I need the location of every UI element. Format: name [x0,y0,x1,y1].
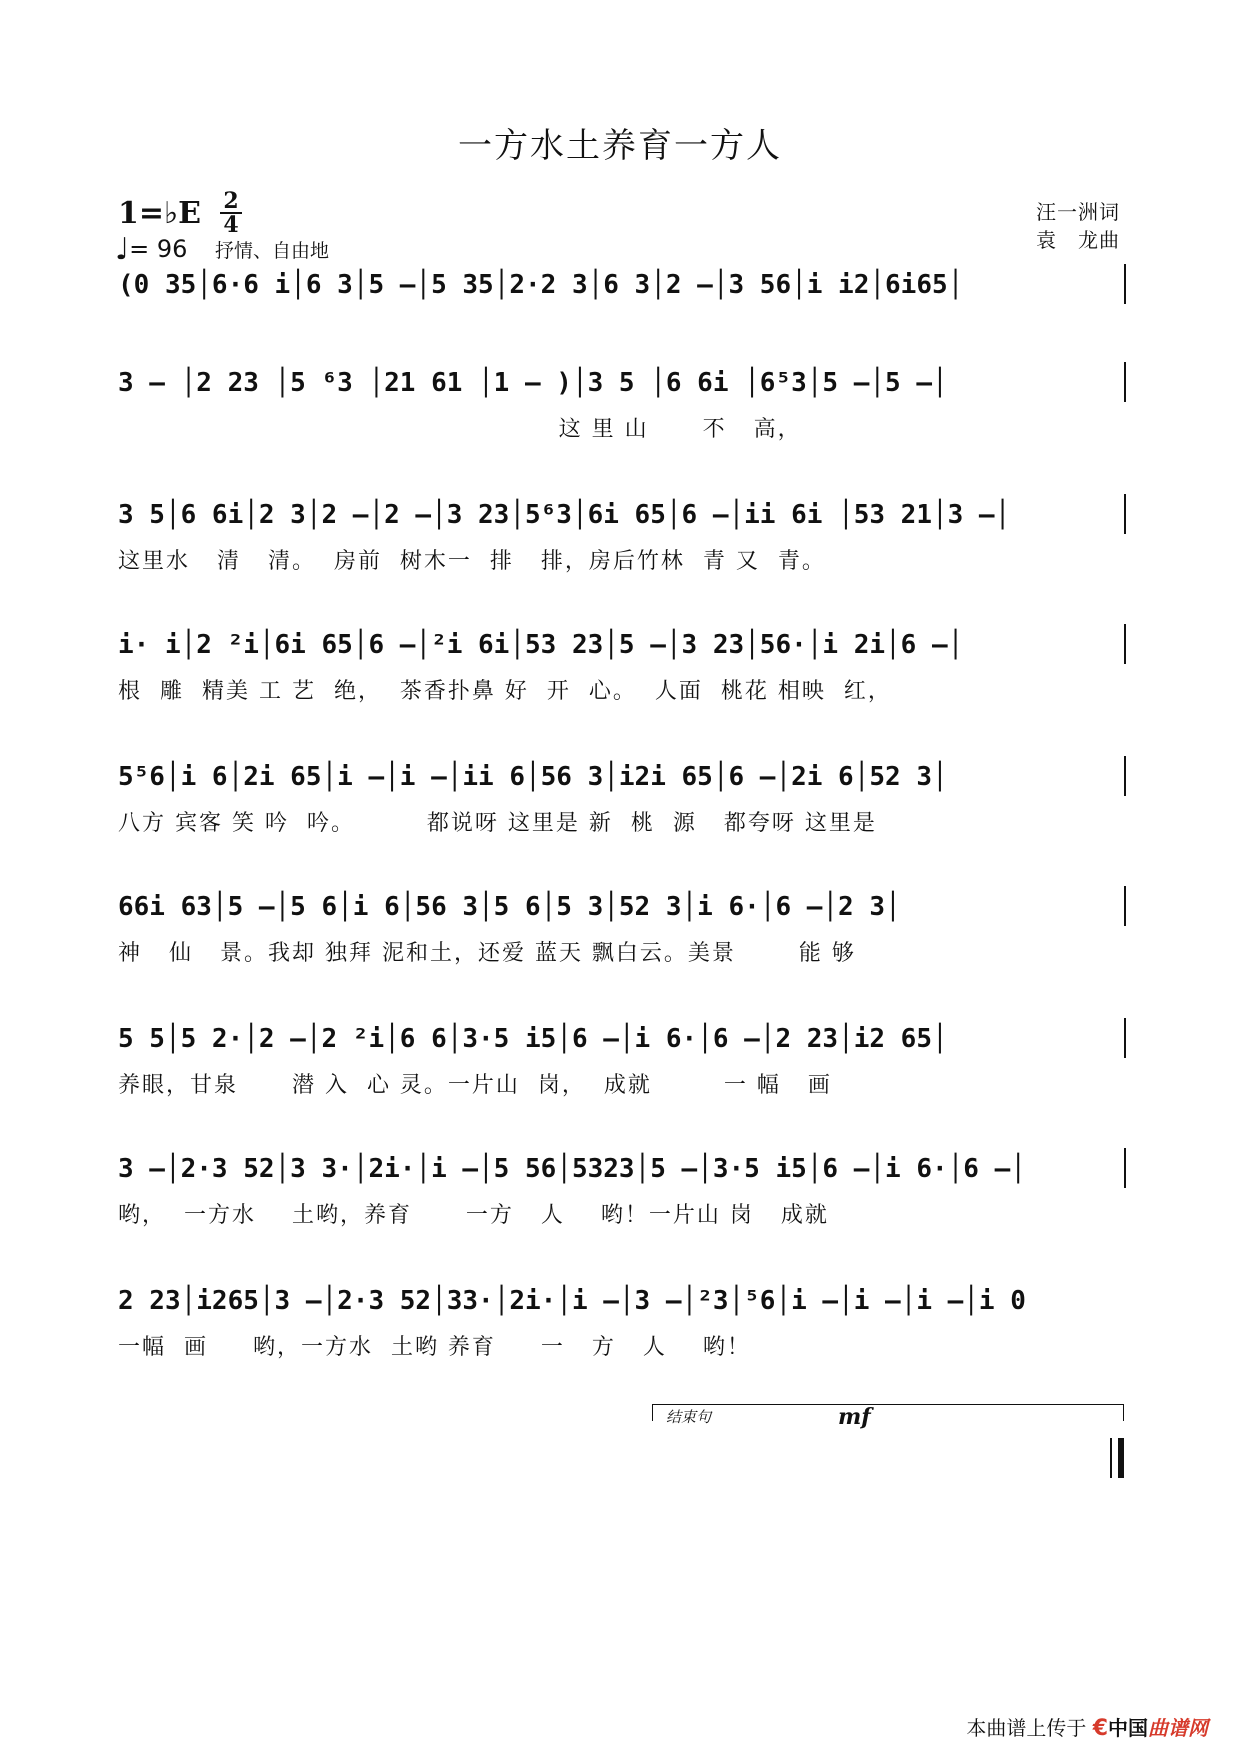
notes-text: 3 5│6 6i│2 3│2 –│2 –│3 23│5⁶3│6i 65│6 –│ii 6i │53 21│3 –│ [118,500,1011,530]
ending-label: 结束句 [666,1408,712,1426]
music-system [118,1138,1126,1248]
notation-line [118,614,1126,670]
time-signature [218,190,244,236]
lyrics-line: 养眼，甘泉 潜 入 心 灵。一片山 岗， 成就 一 幅 画 [118,1073,832,1098]
notes-text: 3 – │2 23 │5 ⁶3 │21 61 │1 – )│3 5 │6 6i │6⁵3│5 –│5 –│ [118,368,948,398]
notation-line [118,1008,1126,1064]
tempo-value: = 96 [129,235,188,263]
notation-line [118,876,1126,932]
notes-text: 2 23│i265│3 –│2·3 52│33·│2i·│i –│3 –│²3│⁵6│i –│i –│i –│i 0 [118,1286,1026,1316]
upload-text: 本曲谱上传于 [966,1716,1087,1740]
lyricist: 汪一洲词 [1036,200,1120,224]
music-system [118,614,1126,724]
barline [1124,1018,1126,1058]
lyrics-line: 这里水 清 清。 房前 树木一 排 排，房后竹林 青 又 青。 [118,549,826,574]
notation-line [118,1138,1126,1194]
notes-text: (0 35│6·6 i│6 3│5 –│5 35│2·2 3│6 3│2 –│3 56│i i2│6i65│ [118,270,964,300]
final-barline-thin [1110,1438,1112,1478]
music-system [118,1270,1126,1380]
notes-text: 5 5│5 2·│2 –│2 ²i│6 6│3·5 i5│6 –│i 6·│6 –│2 23│i2 65│ [118,1024,948,1054]
barline [1124,362,1126,402]
brand-cn: 中国 [1108,1716,1148,1740]
meter-bottom: 4 [223,212,239,238]
notes-text: 5⁵6│i 6│2i 65│i –│i –│ii 6│56 3│i2i 65│6 –│2i 6│52 3│ [118,762,948,792]
notation-line [118,746,1126,802]
lyrics-line: 这 里 山 不 高， [118,417,802,442]
lyrics-line: 神 仙 景。我却 独拜 泥和土，还爱 蓝天 飘白云。美景 能 够 [118,941,856,966]
music-system [118,254,1126,364]
key-signature: 1=♭E [118,196,202,231]
music-system [118,746,1126,856]
notation-line [118,1270,1126,1326]
lyrics-line: 一幅 画 哟，一方水 土哟 养育 一 方 人 哟！ [118,1335,751,1360]
notes-text: 3 –│2·3 52│3 3·│2i·│i –│5 56│5323│5 –│3·5 i5│6 –│i 6·│6 –│ [118,1154,1026,1184]
notation-line [118,352,1126,408]
barline [1124,624,1126,664]
footer [966,1712,1208,1741]
tempo-marking: 抒情、自由地 [215,240,330,262]
music-system [118,352,1126,462]
final-barline-thick [1118,1438,1124,1478]
barline [1124,886,1126,926]
site-logo-icon: € [1092,1716,1108,1741]
music-system [118,1008,1126,1118]
notes-text: i· i│2 ²i│6i 65│6 –│²i 6i│53 23│5 –│3 23│56·│i 2i│6 –│ [118,630,964,660]
meter-top: 2 [223,188,239,214]
dynamic-mark: mf [838,1404,871,1430]
brand-site: 曲谱网 [1148,1716,1208,1740]
lyrics-line: 根 雕 精美 工 艺 绝， 茶香扑鼻 好 开 心。 人面 桃花 相映 红， [118,679,892,704]
barline [1124,494,1126,534]
music-system [118,876,1126,986]
lyrics-line: 八方 宾客 笑 吟 吟。 都说呀 这里是 新 桃 源 都夸呀 这里是 [118,811,877,836]
barline [1124,264,1126,304]
ending-bracket [652,1404,1124,1421]
notation-line [118,254,1126,310]
composer: 袁 龙曲 [1036,228,1120,252]
page-title: 一方水土养育一方人 [458,126,782,166]
music-system [118,484,1126,594]
notes-text: 66i 63│5 –│5 6│i 6│56 3│5 6│5 3│52 3│i 6·│6 –│2 3│ [118,892,901,922]
notation-line [118,484,1126,540]
lyrics-line: 哟， 一方水 土哟，养育 一方 人 哟！一片山 岗 成就 [118,1203,829,1228]
barline [1124,756,1126,796]
quarter-note-icon: ♩ [115,232,130,267]
barline [1124,1148,1126,1188]
